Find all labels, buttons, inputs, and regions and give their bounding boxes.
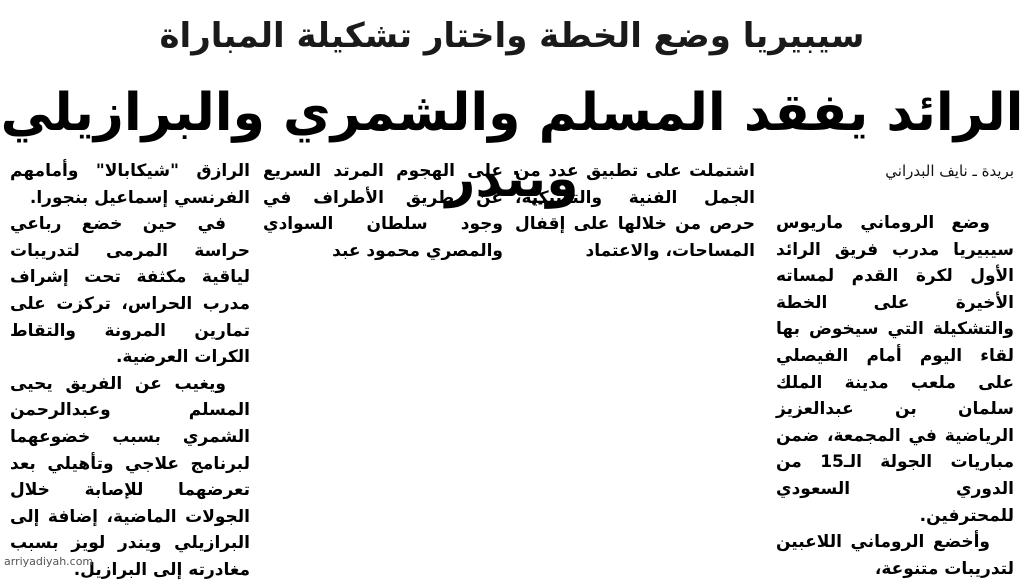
article-column-2 [515,158,755,264]
kicker: سيبيريا وضع الخطة واختار تشكيلة المباراة [159,16,865,56]
watermark: arriyadiyah.com [4,555,94,568]
byline: بريدة ـ نايف البدراني [885,162,1014,180]
paragraph: على الهجوم المرتد السريع عن طريق الأطراف في وجود سلطان السوادي والمصري محمود عبد [263,161,503,261]
paragraph: ويغيب عن الفريق يحيى المسلم وعبدالرحمن الشمري بسبب خضوعهما لبرنامج علاجي وتأهيلي بعد تعرضهما للإصابة خلال الجولات الماضية، إضافة إلى البرازيلي ويندر لويز بسبب مغادرته إلى البرازيل. [10,373,250,580]
article-column-4 [10,158,250,584]
paragraph: وضع الروماني ماريوس سيبيريا مدرب فريق الرائد الأول لكرة القدم لمساته الأخيرة على الخطة والتشكيلة التي سيخوض بها لقاء اليوم أمام الفيصلي على ملعب مدينة الملك سلمان بن عبدالعزيز الرياضية في المجمعة، ضمن مباريات الجولة الـ15 من الدوري السعودي للمحترفين. [776,213,1014,526]
paragraph: في حين خضع رباعي حراسة المرمى لتدريبات لياقية مكثفة تحت إشراف مدرب الحراس، تركزت على تمارين المرونة والتقاط الكرات العرضية. [10,214,250,368]
paragraph: وأخضع الروماني اللاعبين لتدريبات متنوعة، [776,532,1014,579]
paragraph: الرازق "شيكابالا" وأمامهم الفرنسي إسماعيل بنجورا. [10,161,250,208]
headline: الرائد يفقد المسلم والشمري والبرازيلي ويندر [0,83,1024,209]
paragraph: اشتملت على تطبيق عدد من الجمل الفنية والتكتيكية، حرص من خلالها على إقفال المساحات، والاعتماد [515,161,755,261]
article-column-1 [776,210,1014,582]
article-column-3 [263,158,503,264]
